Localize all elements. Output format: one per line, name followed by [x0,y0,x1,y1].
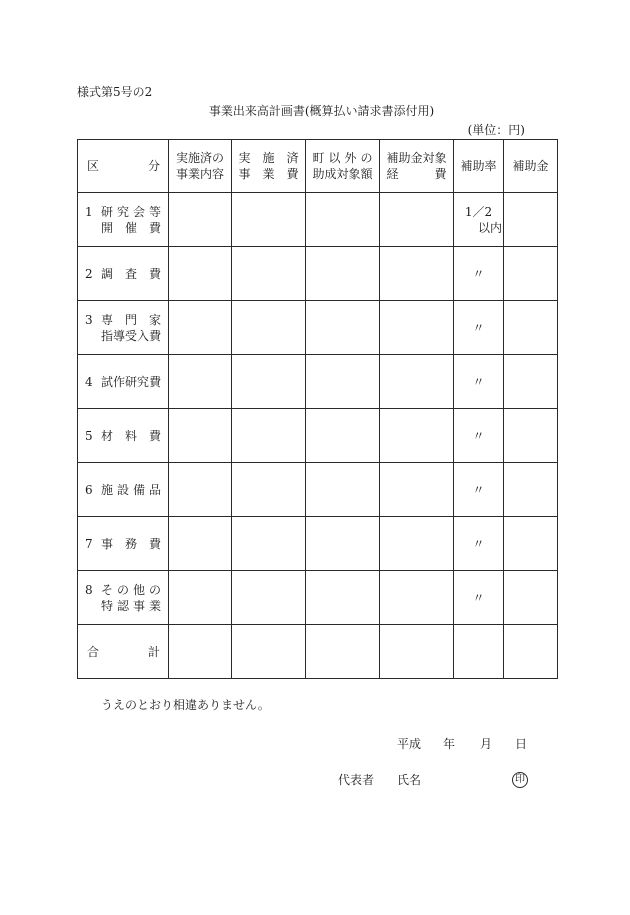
rate-cell [454,463,504,517]
other-subsidy-cell [306,517,380,571]
other-subsidy-cell [306,301,380,355]
label-character: 費 [148,266,161,281]
label-character: 施 [101,482,114,497]
done-cost-cell [232,301,306,355]
subsidy-cell [504,301,558,355]
item-label [101,312,161,344]
rate-ditto-mark: 〃 [472,428,485,443]
label-character: 費 [434,167,447,181]
subsidy-cell [504,247,558,301]
done-content-cell [169,463,232,517]
date-day-label: 日 [515,737,528,751]
table-row [78,193,558,247]
subsidy-cell [504,625,558,679]
category [78,266,168,282]
label-character: 外 [344,151,357,165]
category [78,312,168,344]
eligible-cost-cell [380,517,454,571]
subsidy-cell [504,517,558,571]
label-character: 補 [386,151,399,165]
label-character: 認 [116,598,129,613]
done-cost-cell [232,625,306,679]
eligible-cost-cell [380,409,454,463]
label-character: 施 [262,151,275,165]
rate-ditto-mark: 〃 [472,482,485,497]
header-done-cost [232,140,306,193]
eligible-cost-cell [380,463,454,517]
date-era: 平成 [397,737,422,751]
category [78,482,168,498]
table-row [78,517,558,571]
total-label-cell [78,625,169,679]
header-done-content [169,140,232,193]
label-character: 品 [148,482,161,497]
label-character: 研 [101,204,114,219]
done-cost-cell [232,463,306,517]
category-cell [78,355,169,409]
seal-mark: 印 [512,772,528,788]
label-character: 作 [113,374,126,389]
rate-ditto-mark: 〃 [472,266,485,281]
plan-table [77,139,558,679]
header-rate [454,140,504,193]
header-subsidy [504,140,558,193]
label-character: 町 [312,151,325,165]
done-content-cell [169,409,232,463]
item-number: 6 [85,482,93,497]
label-character: 事 [238,167,251,181]
item-number: 5 [85,428,93,443]
category [78,428,168,444]
done-content-cell [169,247,232,301]
label-character: 家 [148,312,161,327]
header-row [78,140,558,193]
header-other-subsidy-line2 [313,166,373,182]
done-cost-cell [232,571,306,625]
label-character: 合 [87,644,100,659]
label-character: 専 [101,312,114,327]
item-label-line [101,482,161,498]
category [78,204,168,236]
label-character: 助 [312,167,325,181]
rate-cell [454,247,504,301]
item-label [101,536,161,552]
other-subsidy-cell [306,571,380,625]
other-subsidy-cell [306,247,380,301]
label-character: 業 [262,167,275,181]
label-character: 特 [101,598,114,613]
label-character: 門 [124,312,137,327]
label-character: 業 [148,598,161,613]
label-character: 導 [113,328,126,343]
label-character: 成 [324,167,337,181]
rate-cell [454,409,504,463]
table-row [78,571,558,625]
header-done-content-line1: 実施済の [176,151,225,165]
category [78,374,168,390]
header-category [78,140,169,193]
label-character: の [360,151,373,165]
date-year-label: 年 [443,737,456,751]
rate-cell [454,625,504,679]
label-character: 指 [101,328,114,343]
label-character: 事 [132,598,145,613]
header-done-cost-line2 [239,166,299,182]
label-character: 入 [137,328,150,343]
header-done-cost-line1 [239,150,299,166]
label-character: そ [101,582,114,597]
label-character: 事 [101,536,114,551]
label-character: 助 [398,151,411,165]
rate-ditto-mark: 〃 [472,536,485,551]
label-character: 備 [132,482,145,497]
label-character: 区 [87,159,100,173]
eligible-cost-cell [380,355,454,409]
table-row [78,301,558,355]
item-label [101,428,161,444]
label-character: 費 [149,328,162,343]
done-cost-cell [232,517,306,571]
label-character: 計 [147,644,160,659]
done-cost-cell [232,409,306,463]
item-label-line [101,204,161,220]
done-content-cell [169,355,232,409]
label-character: 材 [101,428,114,443]
item-label-line [101,374,161,390]
total-label [87,644,160,660]
item-label-line [101,266,161,282]
label-character: 開 [101,220,114,235]
eligible-cost-cell [380,571,454,625]
eligible-cost-cell [380,625,454,679]
label-character: 済 [286,151,299,165]
subsidy-cell [504,409,558,463]
header-subsidy-label: 補助金 [512,159,549,173]
item-label-line [101,312,161,328]
label-character: 他 [132,582,145,597]
label-character: 究 [116,204,129,219]
other-subsidy-cell [306,463,380,517]
unit-note: (単位：円) [467,123,525,137]
item-number: 8 [85,582,93,597]
label-character: 費 [148,536,161,551]
header-other-subsidy-line1 [313,150,373,166]
label-character: 対 [336,167,349,181]
category-cell [78,463,169,517]
label-character: 象 [434,151,447,165]
rate-fraction: 1／2 [464,204,493,219]
label-character: 究 [137,374,150,389]
done-content-cell [169,193,232,247]
item-label [101,482,161,498]
table-row [78,463,558,517]
label-character: 料 [124,428,137,443]
label-character: 設 [116,482,129,497]
label-character: 経 [386,167,399,181]
label-character: 実 [238,151,251,165]
total-row [78,625,558,679]
label-character: 務 [124,536,137,551]
eligible-cost-cell [380,247,454,301]
category-cell [78,193,169,247]
item-number: 7 [85,536,93,551]
label-character: 象 [348,167,361,181]
rate-cell [454,517,504,571]
header-eligible-cost-line2 [387,166,447,182]
label-character: 金 [410,151,423,165]
done-content-cell [169,517,232,571]
item-label-line [101,220,161,236]
done-content-cell [169,625,232,679]
item-label-line [101,328,161,344]
category-cell [78,409,169,463]
header-rate-label: 補助率 [460,159,497,173]
item-number: 2 [85,266,93,281]
label-character: 費 [286,167,299,181]
category [78,582,168,614]
item-number: 1 [85,204,93,219]
label-character: 対 [422,151,435,165]
label-character: 等 [148,204,161,219]
header-eligible-cost-line1 [387,150,447,166]
label-character: 査 [124,266,137,281]
other-subsidy-cell [306,193,380,247]
item-label [101,374,161,390]
date-month-label: 月 [480,737,493,751]
label-character: の [116,582,129,597]
label-character: 費 [148,428,161,443]
label-character: 費 [149,374,162,389]
other-subsidy-cell [306,409,380,463]
category-cell [78,247,169,301]
rate-qualifier: 以内 [477,220,502,235]
header-other-subsidy [306,140,380,193]
table-row [78,409,558,463]
representative-label: 代表者 [338,773,375,787]
label-character: 分 [147,159,160,173]
item-number: 3 [85,312,93,327]
form-number: 様式第5号の2 [77,85,153,99]
rate-cell [454,571,504,625]
done-cost-cell [232,247,306,301]
done-cost-cell [232,193,306,247]
rate-cell [454,301,504,355]
document-title: 事業出来高計画書(概算払い請求書添付用) [208,104,435,118]
eligible-cost-cell [380,193,454,247]
header-category-label [87,158,160,174]
rate-ditto-mark: 〃 [472,320,485,335]
declaration-text: うえのとおり相違ありません。 [101,698,270,712]
rate-ditto-mark: 〃 [472,374,485,389]
item-label [101,582,161,614]
item-number: 4 [85,374,93,389]
label-character: 調 [101,266,114,281]
label-character: 以 [328,151,341,165]
subsidy-cell [504,463,558,517]
done-cost-cell [232,355,306,409]
item-label-line [101,428,161,444]
label-character: 費 [148,220,161,235]
done-content-cell [169,571,232,625]
subsidy-cell [504,193,558,247]
other-subsidy-cell [306,625,380,679]
table-row [78,355,558,409]
category-cell [78,517,169,571]
rate-ditto-mark: 〃 [472,590,485,605]
subsidy-cell [504,571,558,625]
name-label: 氏名 [397,773,422,787]
rate-cell [454,193,504,247]
subsidy-cell [504,355,558,409]
item-label-line [101,536,161,552]
label-character: 催 [124,220,137,235]
item-label [101,266,161,282]
category [78,536,168,552]
table-row [78,247,558,301]
done-content-cell [169,301,232,355]
rate-cell [454,355,504,409]
header-eligible-cost [380,140,454,193]
item-label-line [101,598,161,614]
category-cell [78,301,169,355]
label-character: 額 [360,167,373,181]
category-cell [78,571,169,625]
header-done-content-line2: 事業内容 [176,167,225,181]
label-character: の [148,582,161,597]
label-character: 試 [101,374,114,389]
label-character: 会 [132,204,145,219]
other-subsidy-cell [306,355,380,409]
item-label-line [101,582,161,598]
label-character: 研 [125,374,138,389]
item-label [101,204,161,236]
eligible-cost-cell [380,301,454,355]
label-character: 受 [125,328,138,343]
